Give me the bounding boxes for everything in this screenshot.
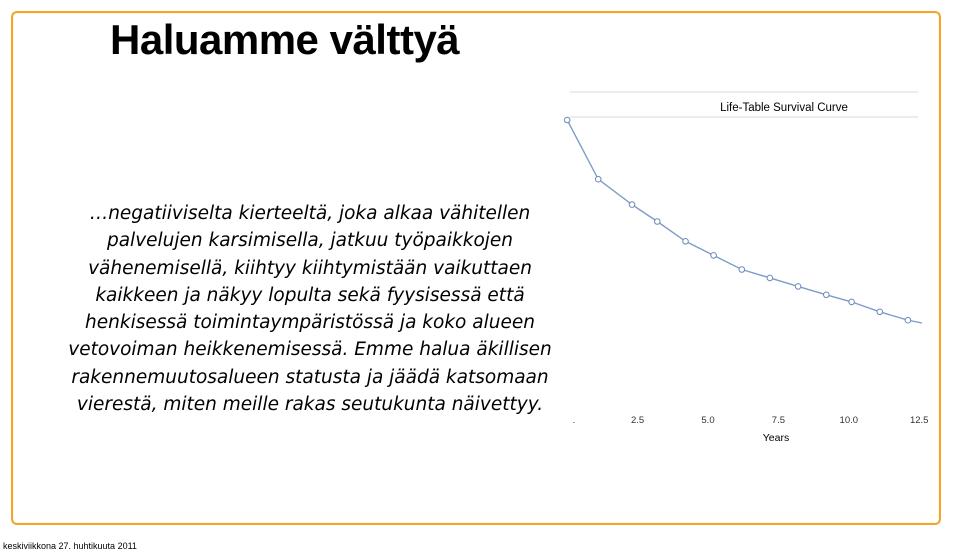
chart-x-tick-label: .: [572, 415, 576, 426]
chart-point: [849, 299, 855, 305]
chart-point: [877, 309, 883, 315]
chart-point: [905, 317, 911, 323]
chart-point: [655, 219, 661, 225]
chart-point: [564, 117, 570, 123]
chart-x-axis-label: Years: [762, 432, 790, 444]
chart-point: [595, 176, 601, 182]
chart-point: [683, 239, 689, 245]
slide-title: Haluamme välttyä: [110, 16, 460, 63]
chart-point: [795, 284, 801, 290]
survival-chart-svg: [566, 86, 929, 456]
chart-x-tick-label: 5.0: [701, 415, 715, 426]
survival-chart: [566, 86, 929, 456]
chart-series-line: [567, 120, 922, 323]
chart-point: [739, 267, 745, 273]
chart-x-tick-label: 10.0: [839, 415, 859, 426]
chart-point: [824, 292, 830, 298]
chart-x-tick-label: 2.5: [630, 415, 645, 426]
slide-body-text: …negatiiviselta kierteeltä, joka alkaa vähitellen palvelujen karsimisella, jatkuu työpaikkojen vähenemisellä, kiihtyy kiihtymistään vaikuttaen kaikkeen ja näkyy lopulta sekä fyysisessä että henkisessä toimintaympäristössä ja koko alueen vetovoiman heikkenemisessä. Emme halua äkillisen rakennemuutosalueen statusta ja jäädä katsomaan vierestä, miten meille rakas seutukunta näivettyy.: [68, 203, 552, 416]
footer-date: keskiviikkona 27. huhtikuuta 2011: [3, 541, 137, 551]
chart-point: [767, 275, 773, 281]
chart-x-tick-label: 12.5: [909, 415, 929, 426]
chart-point: [711, 253, 717, 259]
chart-x-tick-label: 7.5: [771, 415, 786, 426]
chart-title: Life-Table Survival Curve: [720, 102, 848, 114]
chart-point: [629, 202, 635, 208]
